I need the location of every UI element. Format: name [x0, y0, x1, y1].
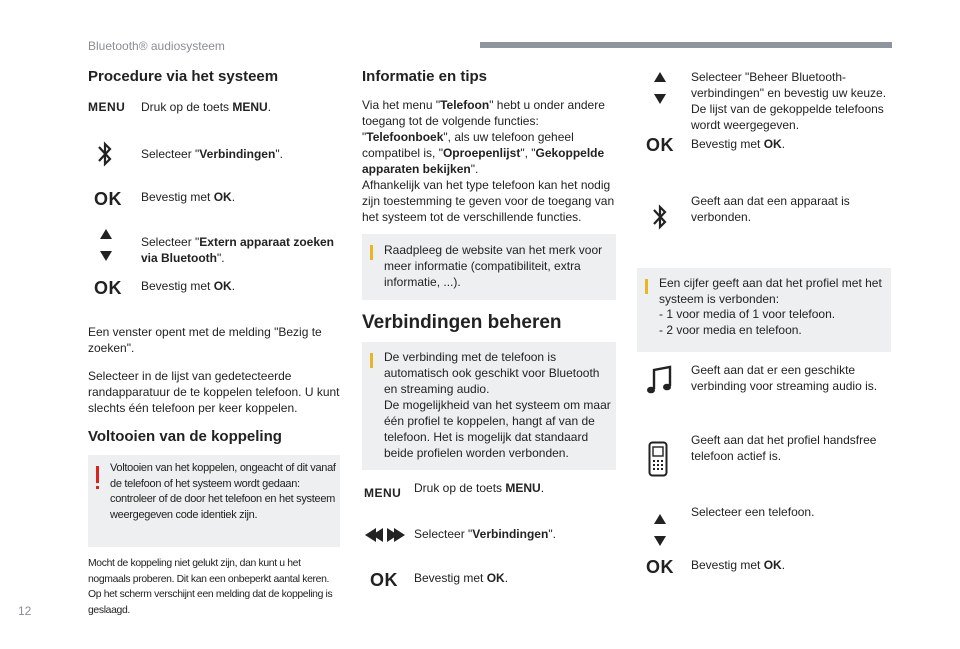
page-number: 12 [18, 604, 32, 618]
info-text: Een cijfer geeft aan dat het profiel met het systeem is verbonden: [659, 276, 882, 306]
ok-key-icon: OK [646, 557, 674, 577]
left-right-arrows-icon [365, 528, 405, 542]
info-icon [645, 279, 648, 294]
ok-key-icon: OK [94, 278, 122, 298]
info-text: Raadpleeg de website van het merk voor meer informatie (compatibiliteit, extra informatie, ...). [384, 243, 603, 289]
info-icon [370, 245, 373, 260]
step-text: Selecteer "Extern apparaat zoeken via Bluetooth". [141, 235, 335, 265]
step-text: Selecteer "Verbindingen". [414, 527, 556, 541]
info-list-item: - 1 voor media of 1 voor telefoon. [659, 307, 836, 321]
section-heading: Verbindingen beheren [362, 312, 562, 333]
note-text: Mocht de koppeling niet gelukt zijn, dan kunt u het nogmaals proberen. Dit kan een onbeperkt aantal keren. Op het scherm verschijnt een melding dat de koppeling is geslaagd. [88, 558, 333, 616]
menu-key-icon: MENU [88, 100, 126, 114]
up-down-arrows-icon [100, 229, 112, 261]
ok-key-icon: OK [370, 570, 398, 590]
info-text: De verbinding met de telefoon is automatisch ook geschikt voor Bluetooth en streaming audio. De mogelijkheid van het systeem om maar één profiel te koppelen, hangt af van de telefoon. Het is mogelijk dat standaard beide profielen worden verbonden. [384, 350, 611, 460]
step-text: Druk op de toets MENU. [414, 481, 545, 495]
paragraph: Een venster opent met de melding "Bezig te zoeken". [88, 325, 322, 355]
info-box [362, 234, 616, 300]
step-text: Selecteer een telefoon. [691, 505, 815, 519]
up-down-arrows-icon [654, 72, 666, 104]
bluetooth-icon [98, 139, 112, 169]
phone-icon [648, 441, 668, 477]
step-text: Bevestig met OK. [691, 137, 786, 151]
step-text: Selecteer "Verbindingen". [141, 147, 283, 161]
music-note-icon [647, 365, 673, 395]
running-header: Bluetooth® audiosysteem [88, 39, 225, 53]
ok-key-icon: OK [94, 189, 122, 209]
ok-key-icon: OK [646, 135, 674, 155]
step-text: Bevestig met OK. [691, 558, 786, 572]
step-text: Bevestig met OK. [141, 190, 236, 204]
step-text: Druk op de toets MENU. [141, 100, 272, 114]
info-box [362, 342, 616, 470]
menu-key-icon: MENU [364, 486, 402, 500]
warning-icon-dot [96, 486, 99, 489]
step-text: Geeft aan dat een apparaat is verbonden. [691, 194, 850, 224]
info-icon [370, 353, 373, 368]
step-text: Bevestig met OK. [414, 571, 509, 585]
bluetooth-icon [653, 202, 667, 232]
info-list-item: - 2 voor media en telefoon. [659, 323, 802, 337]
paragraph: Selecteer in de lijst van gedetecteerde randapparatuur de te koppelen telefoon. U kunt slechts één telefoon per keer koppelen. [88, 369, 340, 415]
info-box [637, 268, 891, 352]
step-text: Geeft aan dat het profiel handsfree telefoon actief is. [691, 433, 877, 463]
section-heading: Voltooien van de koppeling [88, 428, 282, 445]
up-down-arrows-icon [654, 514, 666, 546]
warning-box [88, 455, 340, 547]
header-bar [480, 42, 892, 48]
section-heading: Procedure via het systeem [88, 68, 279, 85]
warning-icon [96, 466, 99, 483]
step-text: Bevestig met OK. [141, 279, 236, 293]
step-text: Selecteer "Beheer Bluetooth-verbindingen" en bevestig uw keuze. De lijst van de gekoppelde telefoons wordt weergegeven. [691, 70, 887, 132]
warning-text: Voltooien van het koppelen, ongeacht of dit vanaf de telefoon of het systeem wordt gedaan: controleer of de door het telefoon en het systeem weergegeven code identiek zijn. [110, 462, 336, 521]
section-heading: Informatie en tips [362, 68, 488, 85]
step-text: Geeft aan dat er een geschikte verbinding voor streaming audio is. [691, 363, 878, 393]
paragraph: Via het menu "Telefoon" hebt u onder andere toegang tot de volgende functies: "Telefoonboek", als uw telefoon geheel compatibel is, "Oproepenlijst", "Gekoppelde apparaten bekijken". Afhankelijk van het type telefoon kan het nodig zijn toestemming te geven voor de toegang van het systeem tot de verschillende functies. [362, 98, 615, 224]
